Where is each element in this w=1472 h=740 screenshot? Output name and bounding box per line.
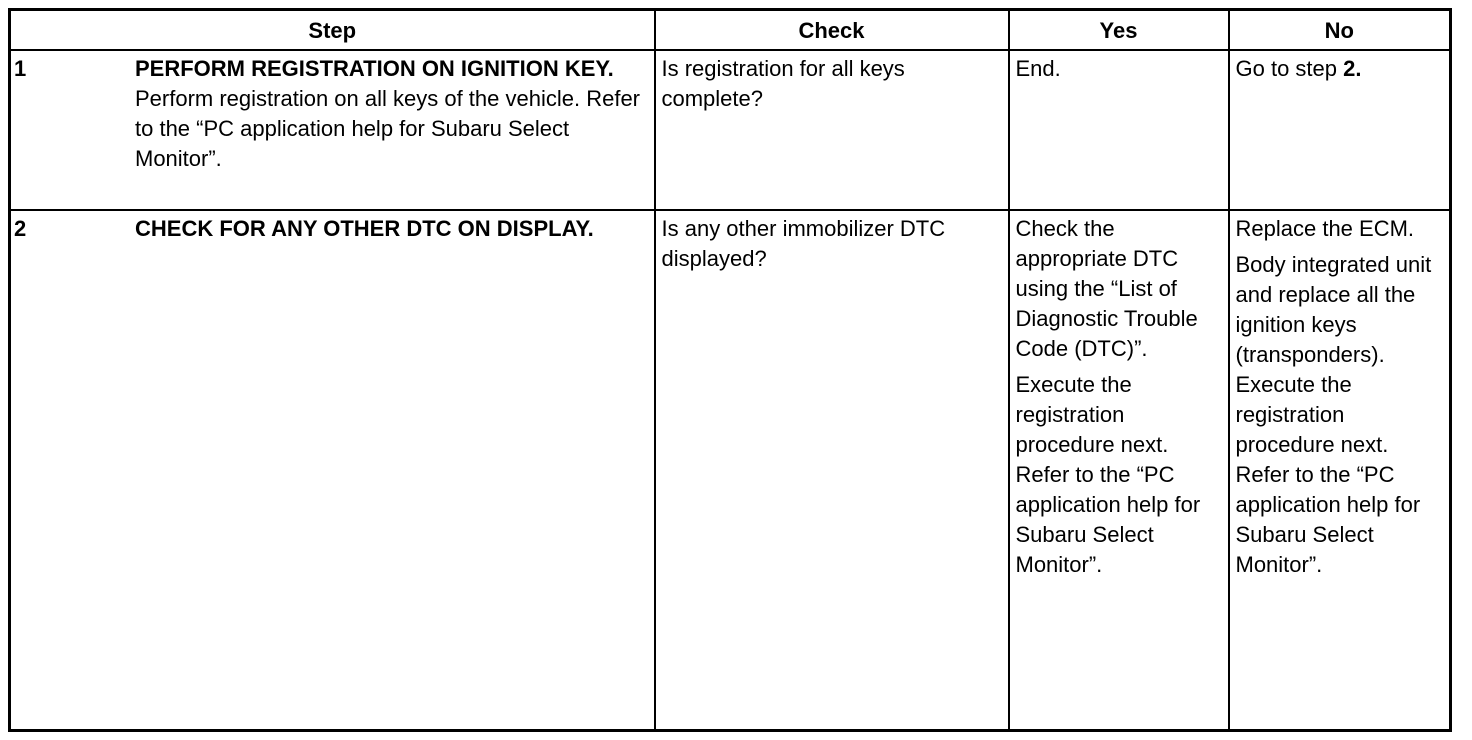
yes-cell: [1009, 210, 1229, 731]
no-text: [1230, 211, 1450, 580]
yes-paragraph: Execute the registration procedure next. Refer to the “PC application help for Subaru Select Monitor”.: [1015, 372, 1201, 577]
header-step: Step: [10, 10, 655, 51]
no-cell: [1229, 210, 1451, 731]
no-step-ref: 2.: [1343, 56, 1362, 81]
table-header-row: [10, 10, 1451, 51]
step-title: CHECK FOR ANY OTHER DTC ON DISPLAY.: [135, 216, 594, 241]
step-body: [11, 211, 654, 244]
check-cell: [655, 210, 1009, 731]
header-yes: Yes: [1009, 10, 1229, 51]
step-number: 2: [14, 216, 27, 241]
step-cell: [10, 210, 655, 731]
header-check: Check: [655, 10, 1009, 51]
step-description: Perform registration on all keys of the vehicle. Refer to the “PC application help for Subaru Select Monitor”.: [135, 86, 641, 171]
yes-paragraph: Check the appropriate DTC using the “List of Diagnostic Trouble Code (DTC)”.: [1015, 216, 1198, 361]
no-cell: [1229, 50, 1451, 210]
diagnostic-procedure-table: [8, 8, 1452, 732]
step-title: PERFORM REGISTRATION ON IGNITION KEY.: [135, 56, 614, 81]
no-paragraph: Replace the ECM.: [1235, 216, 1415, 241]
step-body: [11, 51, 654, 174]
table-row: [10, 210, 1451, 731]
header-no: No: [1229, 10, 1451, 51]
no-prefix: Go to step: [1235, 56, 1344, 81]
yes-cell: [1009, 50, 1229, 210]
check-text: Is registration for all keys complete?: [661, 56, 905, 111]
step-number: 1: [14, 56, 27, 81]
step-cell: [10, 50, 655, 210]
no-paragraph: Body integrated unit and replace all the ignition keys (transponders). Execute the registration procedure next. Refer to the “PC application help for Subaru Select Monitor”.: [1235, 252, 1432, 577]
yes-text: [1010, 211, 1228, 580]
no-text: [1230, 51, 1450, 84]
table-row: [10, 50, 1451, 210]
yes-text: End.: [1015, 56, 1061, 81]
check-cell: [655, 50, 1009, 210]
check-text: Is any other immobilizer DTC displayed?: [661, 216, 946, 271]
